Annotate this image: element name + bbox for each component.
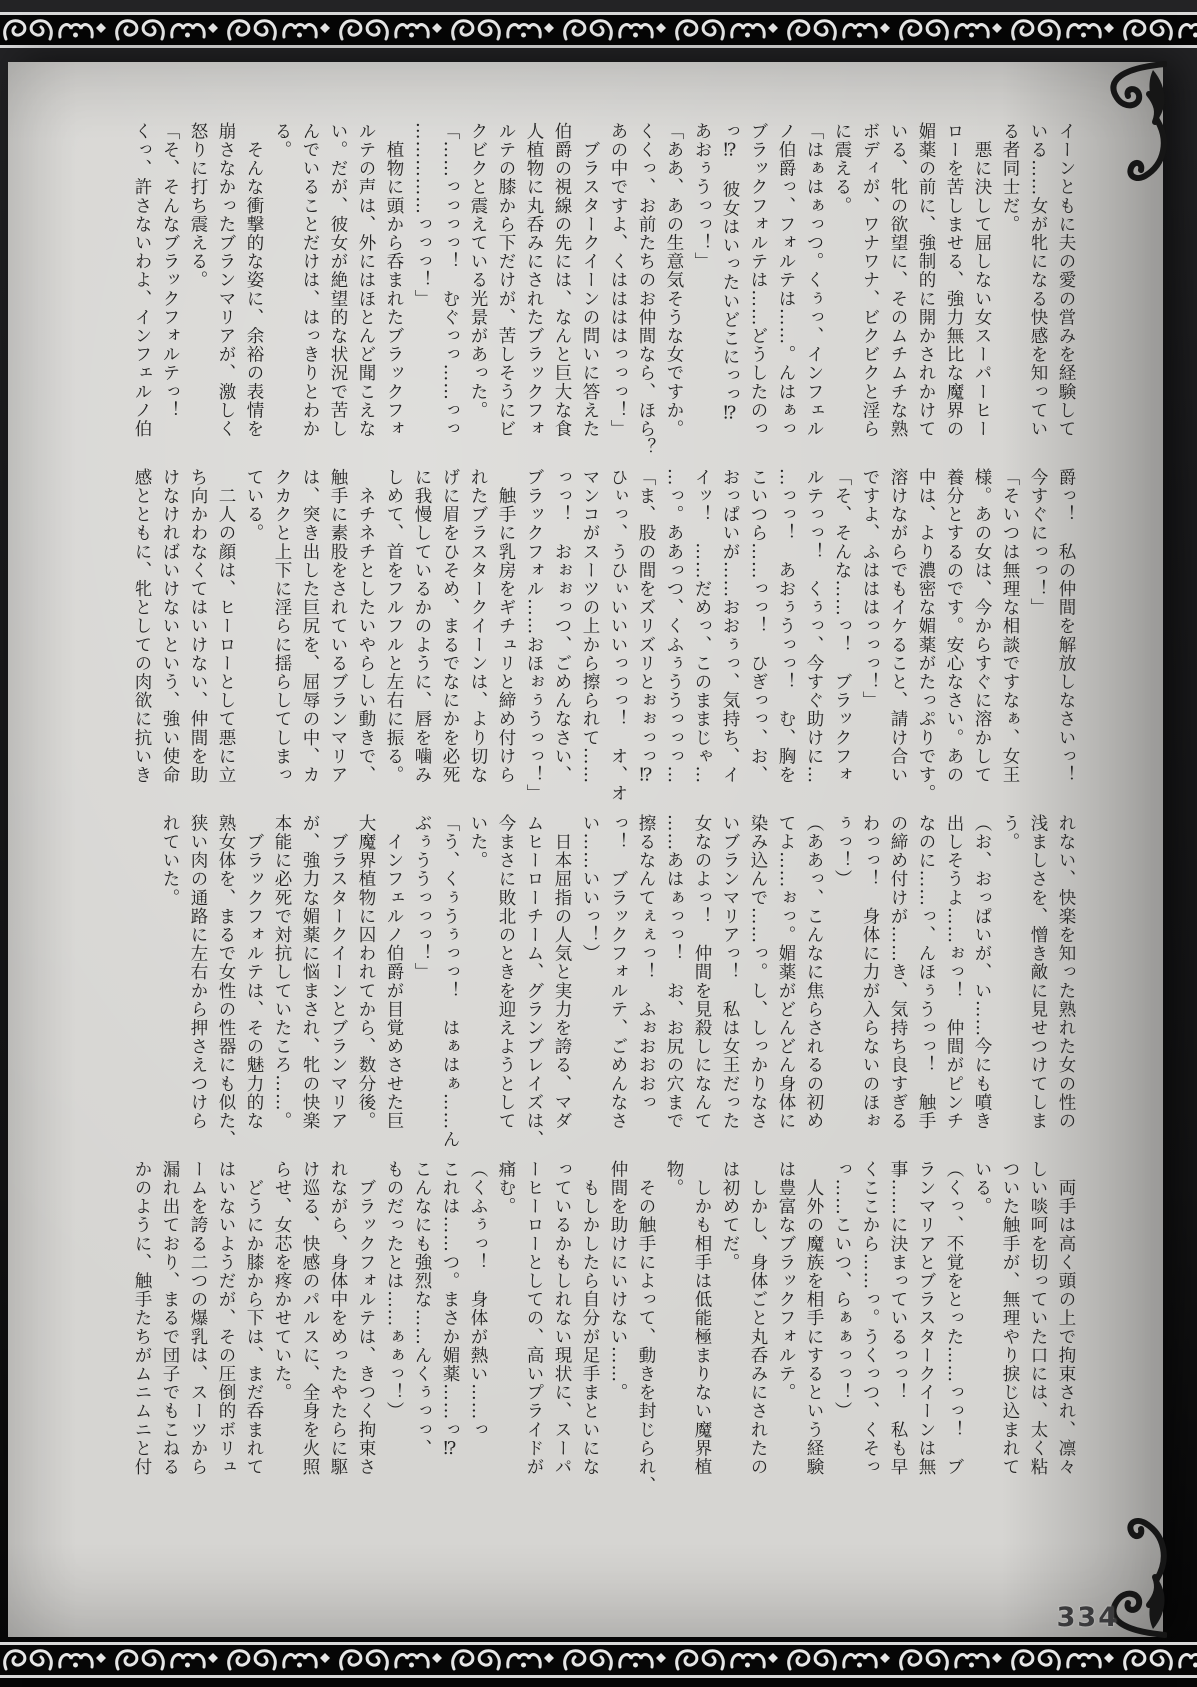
text-column: 伯爵の視線の先には、なんと巨大な食: [552, 122, 572, 439]
text-column: れていた。: [160, 814, 180, 907]
text-column: 様。あの女は、今からすぐに溶かして: [972, 468, 992, 785]
ornamental-border-bottom: [0, 1642, 1197, 1678]
text-column: ている。: [244, 468, 264, 543]
text-column: これは……つ。まさか媚薬……っ⁉: [440, 1160, 460, 1461]
text-column: 人外の魔族を相手にするという経験: [804, 1160, 824, 1477]
text-column: くっ、許さないわよ、インフェルノ伯: [132, 122, 152, 439]
text-column: ……………っっっ！」: [412, 122, 432, 308]
text-column: …っ。ああっつ、くふぅううっっっ…: [664, 468, 684, 785]
text-column: っ⁉ 彼女はいったいどこにっっ⁉: [720, 122, 740, 425]
text-column: くここから……っ。うくっつ、くそっ: [860, 1160, 880, 1477]
scroll-pattern-icon: [0, 15, 1197, 45]
text-column: っ！ ブラックフォルテ、ごめんなさ: [608, 814, 628, 1131]
text-column: け巡る、快感のパルスに、全身を火照: [300, 1160, 320, 1477]
text-column: 「ああ、あの生意気そうな女ですか。: [664, 122, 684, 439]
page: [8, 62, 1163, 1637]
text-column: は豊富なブラックフォルテ。: [776, 1160, 796, 1402]
text-column: 中は、より濃密な媚薬がたっぷりです。: [916, 468, 936, 803]
text-column: 両手は高く頭の上で拘束され、凛々: [1056, 1160, 1076, 1477]
text-column: 「……っっっっ！ むぐっっ……っっ: [440, 122, 460, 439]
text-column: らせ、女芯を疼かせていた。: [272, 1160, 292, 1402]
text-column: くくっ、お前たちのお仲間なら、ほら？: [636, 122, 656, 457]
text-column: ボディが、ワナワナ、ビクビクと淫ら: [860, 122, 880, 439]
text-column: どうにか膝から下は、まだ呑まれて: [244, 1160, 264, 1477]
text-column: （ああっ、こんなに焦らされるの初め: [804, 814, 824, 1131]
text-column: る。: [272, 122, 292, 160]
text-column: もしかしたら自分が足手まといにな: [580, 1160, 600, 1477]
text-column: っっ！ おぉぉっつ、ごめんなさい、: [552, 468, 572, 785]
text-column: こいつら……っっ！ ひぎっっ、お、: [748, 468, 768, 785]
text-column: ネチネチとしたいやらしい動きで、: [356, 468, 376, 785]
text-column: 本能に必死で対抗していたころ……。: [272, 814, 292, 1131]
text-column: イーンともに夫の愛の営みを経験して: [1056, 122, 1076, 439]
text-column: 熟女体を、まるで女性の性器にも似た、: [216, 814, 236, 1149]
text-column: ブラックフォルテは、その魅力的な: [244, 814, 264, 1131]
text-column: いる、牝の欲望に、そのムチムチな熟: [888, 122, 908, 439]
text-column: 崩さなかったブランマリアが、激しく: [216, 122, 236, 439]
text-column: い……いいっ！）: [580, 814, 600, 963]
text-column: 爵っ！ 私の仲間を解放しなさいっ！: [1056, 468, 1076, 785]
text-column: れたブラスタークイーンは、より切な: [468, 468, 488, 785]
text-column: クビクと震えている光景があった。: [468, 122, 488, 420]
text-column: 女なのよっ！ 仲間を見殺しになんて: [692, 814, 712, 1131]
text-column: わっっ！ 身体に力が入らないのほぉ: [860, 814, 880, 1131]
text-column: んでいることだけは、はっきりとわか: [300, 122, 320, 439]
text-column: 仲間を助けにいけない……。: [608, 1160, 628, 1402]
text-column: 「ま、股の間をズリズリとぉぉっっ⁉: [636, 468, 656, 787]
text-column: 漏れ出ており、まるで団子でもこねる: [160, 1160, 180, 1477]
text-column: 擦るなんてぇぇっ！ ふぉおおおっ: [636, 814, 656, 1112]
text-column: は初めてだ。: [720, 1160, 740, 1272]
text-column: 「そいつは無理な相談ですなぁ、女王: [1000, 468, 1020, 785]
text-column: あおぅうっっ！」: [692, 122, 712, 271]
text-column: 痛む。: [496, 1160, 516, 1216]
text-column: ついた触手が、無理やり捩じ込まれて: [1000, 1160, 1020, 1477]
text-column: 二人の顔は、ヒーローとして悪に立: [216, 468, 236, 785]
text-column: 養分とするのです。安心なさい。あの: [944, 468, 964, 785]
text-column: いる……女が牝になる快感を知ってい: [1028, 122, 1048, 439]
text-column: 「う、くぅうぅっっ！ はぁはぁ……ん: [440, 814, 460, 1149]
text-column: いた。: [468, 814, 488, 870]
text-column: 染み込んで……っ。し、しっかりなさ: [748, 814, 768, 1131]
text-column: 「そ、そんなブラックフォルテっ！: [160, 122, 180, 420]
text-column: しかし、身体ごと丸呑みにされたの: [748, 1160, 768, 1477]
text-column: 狭い肉の通路に左右から押さえつけら: [188, 814, 208, 1131]
text-band-3: [156, 814, 1080, 1154]
scroll-pattern-icon: [0, 1645, 1197, 1675]
text-column: クカクと上下に淫らに揺らしてしまっ: [272, 468, 292, 785]
text-column: おっぱいが……おおぅっ、気持ち、イ: [720, 468, 740, 785]
text-column: 物。: [664, 1160, 684, 1198]
text-column: てよ……ぉっ。媚薬がどんどん身体に: [776, 814, 796, 1131]
text-column: ブラックフォルテは、きつく拘束さ: [356, 1160, 376, 1477]
text-column: しかも相手は低能極まりない魔界植: [692, 1160, 712, 1477]
text-column: ルテの声は、外にはほとんど聞こえな: [356, 122, 376, 439]
text-column: ルテっっ！ くぅっ、今すぐ助けに…: [804, 468, 824, 785]
text-column: 怒りに打ち震える。: [188, 122, 208, 290]
text-band-2: [128, 468, 1080, 808]
text-column: （くっ、不覚をとった……っっ！ ブ: [944, 1160, 964, 1477]
text-column: ムヒーローチーム、グランブレイズは、: [524, 814, 544, 1149]
text-column: に我慢しているかのように、唇を噛み: [412, 468, 432, 785]
text-column: 触手に素股をされているブランマリア: [328, 468, 348, 785]
text-column: れながら、身体中をめったやたらに駆: [328, 1160, 348, 1477]
text-column: ひぃっ、うひぃいいいっっっ！ オ、オ: [608, 468, 628, 803]
text-column: 溶けながらでもイケること、請け合い: [888, 468, 908, 785]
text-column: 植物に頭から呑まれたブラックフォ: [384, 122, 404, 439]
text-column: マンコがスーツの上から擦られて……: [580, 468, 600, 785]
page-number: 334: [1056, 1602, 1119, 1633]
text-column: が、強力な媚薬に悩まされ、牝の快楽: [300, 814, 320, 1131]
text-column: はいないようだが、その圧倒的ボリュ: [216, 1160, 236, 1477]
text-column: ぅっ！）: [832, 814, 852, 889]
text-column: ルテの膝から下だけが、苦しそうにビ: [496, 122, 516, 439]
text-column: 媚薬の前に、強制的に開かされかけて: [916, 122, 936, 439]
text-column: （くふぅっ！ 身体が熱い……っ: [468, 1160, 488, 1439]
text-column: しい啖呵を切っていた口には、太く粘: [1028, 1160, 1048, 1477]
text-column: る者同士だ。: [1000, 122, 1020, 234]
text-column: 大魔界植物に囚われてから、数分後。: [356, 814, 376, 1131]
text-column: ームを誇る二つの爆乳は、スーツから: [188, 1160, 208, 1477]
text-column: れない、快楽を知った熟れた女の性の: [1056, 814, 1076, 1131]
text-column: しめて、首をフルフルと左右に振る。: [384, 468, 404, 785]
text-column: 今まさに敗北のときを迎えようとして: [496, 814, 516, 1131]
text-column: なのに……っ、んほぅうっっ！ 触手: [916, 814, 936, 1131]
text-column: う。: [1000, 814, 1020, 852]
text-column: ぶぅううっっっ！」: [412, 814, 432, 982]
text-column: ブラスタークイーンとブランマリア: [328, 814, 348, 1131]
text-column: い。だが、彼女が絶望的な状況で苦し: [328, 122, 348, 439]
text-column: ノ伯爵っ、フォルテは……。んはぁっ: [776, 122, 796, 439]
text-band-4: [128, 1160, 1080, 1500]
text-column: 浅ましさを、憎き敵に見せつけてしま: [1028, 814, 1048, 1131]
text-column: ち向かわなくてはいけない、仲間を助: [188, 468, 208, 785]
text-column: ブラックフォルテは……どうしたのっ: [748, 122, 768, 439]
text-column: そんな衝撃的な姿に、余裕の表情を: [244, 122, 264, 439]
text-column: かのように、触手たちがムニムニと付: [132, 1160, 152, 1477]
text-column: ーヒーローとしての、高いプライドが: [524, 1160, 544, 1477]
text-column: イッ！ ……だめっ、このままじゃ…: [692, 468, 712, 785]
text-column: ランマリアとブラスタークイーンは無: [916, 1160, 936, 1477]
text-column: インフェルノ伯爵が目覚めさせた巨: [384, 814, 404, 1131]
text-column: けなければいけないという、強い使命: [160, 468, 180, 785]
text-column: ものだったとは……ぁぁっ！）: [384, 1160, 404, 1421]
text-column: いブランマリアっ！ 私は女王だった: [720, 814, 740, 1131]
text-column: ……あはぁっっ！ お、お尻の穴まで: [664, 814, 684, 1131]
text-column: 触手に乳房をギチュリと締め付けら: [496, 468, 516, 785]
text-column: の締め付けが……き、気持ち良すぎる: [888, 814, 908, 1131]
text-column: 事……に決まっているっっ！ 私も早: [888, 1160, 908, 1477]
text-column: げに眉をひそめ、まるでなにかを必死: [440, 468, 460, 785]
text-column: ですよ、ふはははっっっ！」: [860, 468, 880, 710]
text-column: に震える。: [832, 122, 852, 215]
text-column: 日本屈指の人気と実力を誇る、マダ: [552, 814, 572, 1131]
text-column: その触手によって、動きを封じられ、: [636, 1160, 656, 1495]
text-band-1: [128, 122, 1080, 462]
ornamental-border-top: [0, 12, 1197, 48]
text-column: 感とともに、牝としての肉欲に抗いき: [132, 468, 152, 785]
text-column: 今すぐにっっ！」: [1028, 468, 1048, 617]
text-column: ブラスタークイーンの問いに答えた: [580, 122, 600, 439]
text-column: ローを苦しませる、強力無比な魔界の: [944, 122, 964, 439]
text-column: （お、おっぱいが、い……今にも噴き: [972, 814, 992, 1131]
text-column: 出しそうよ……ぉっ！ 仲間がピンチ: [944, 814, 964, 1131]
text-column: 「はぁはぁっつ。くぅっ、インフェル: [804, 122, 824, 439]
text-column: …っっ！ あおぅうっっ！ む、胸を: [776, 468, 796, 785]
text-column: っているかもしれない現状に、スーパ: [552, 1160, 572, 1477]
text-column: 人植物に丸呑みにされたブラックフォ: [524, 122, 544, 439]
text-column: ブラックフォル……おほぉぅうっっ！」: [524, 468, 544, 803]
text-column: いる。: [972, 1160, 992, 1216]
text-column: こんなにも強烈な……んくぅっっ、: [412, 1160, 432, 1458]
text-column: っ……こいつ、らぁぁっっ！）: [832, 1160, 852, 1421]
text-column: あの中ですよ、くははははっっっ！」: [608, 122, 628, 439]
text-column: 「そ、そんな……っ！ ブラックフォ: [832, 468, 852, 785]
text-column: 悪に決して屈しない女スーパーヒー: [972, 122, 992, 439]
text-column: は、突き出した巨尻を、屈辱の中、カ: [300, 468, 320, 785]
